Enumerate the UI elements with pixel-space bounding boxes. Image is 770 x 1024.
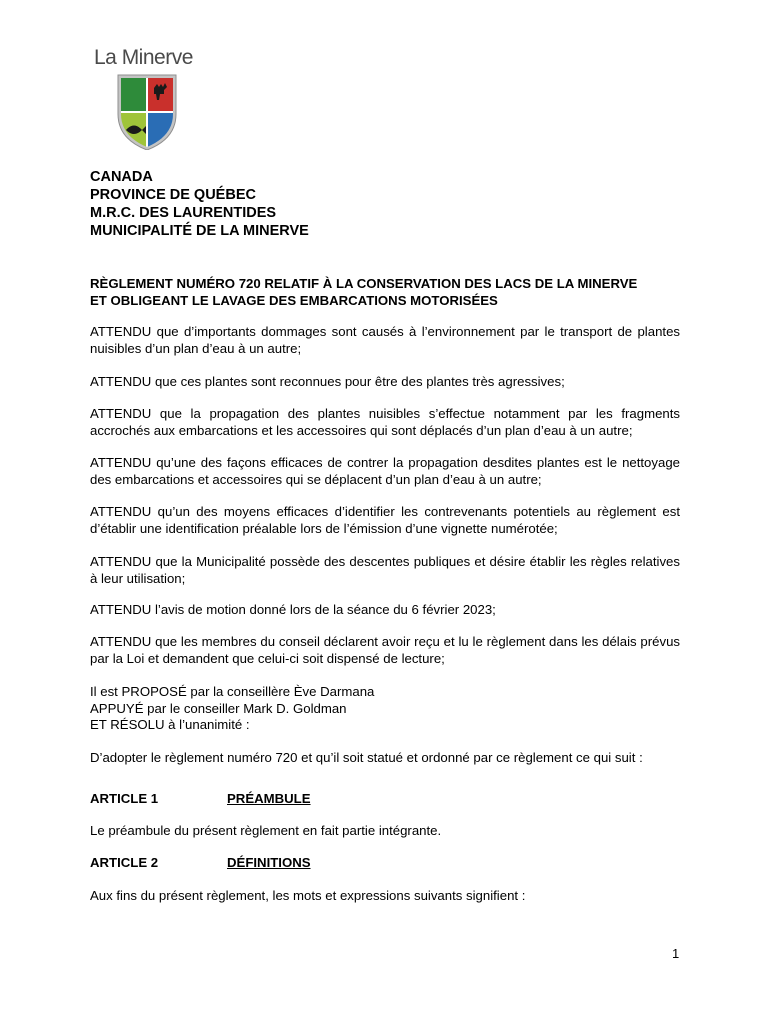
shield-quadrant-green: [121, 78, 147, 112]
whereas-paragraph-4: ATTENDU qu’une des façons efficaces de contrer la propagation desdites plantes est le nettoyage des embarcations et accessoires qui se déplacent d’un plan d’eau à un autre;: [90, 455, 680, 487]
whereas-paragraph-2: ATTENDU que ces plantes sont reconnues pour être des plantes très agressives;: [90, 374, 565, 389]
whereas-paragraph-5: ATTENDU qu’un des moyens efficaces d’identifier les contrevenants potentiels au règlement est d’établir une identification préalable lors de l’émission d’une vignette numérotée;: [90, 504, 680, 536]
logo-wordmark: La Minerve: [94, 46, 193, 69]
whereas-paragraph-7: ATTENDU l’avis de motion donné lors de la séance du 6 février 2023;: [90, 602, 496, 617]
resolution-seconded: APPUYÉ par le conseiller Mark D. Goldman: [90, 700, 347, 716]
header-line-municipality: MUNICIPALITÉ DE LA MINERVE: [90, 223, 309, 239]
regulation-title-line-2: ET OBLIGEANT LE LAVAGE DES EMBARCATIONS MOTORISÉES: [90, 293, 498, 308]
article-1-number: ARTICLE 1: [90, 791, 159, 806]
page-number: 1: [672, 946, 680, 961]
article-1-heading: PRÉAMBULE: [227, 791, 311, 806]
header-line-province: PROVINCE DE QUÉBEC: [90, 187, 256, 203]
resolution-block: [90, 684, 680, 734]
jurisdiction-header: [90, 168, 309, 240]
whereas-paragraph-1: ATTENDU que d’importants dommages sont causés à l’environnement par le transport de plantes nuisibles d’un plan d’eau à un autre;: [90, 324, 680, 356]
article-1-text: Le préambule du présent règlement en fait partie intégrante.: [90, 823, 442, 838]
adoption-statement: D’adopter le règlement numéro 720 et qu’il soit statué et ordonné par ce règlement ce qui suit :: [90, 750, 643, 765]
municipality-logo: [92, 46, 200, 154]
article-2-heading: DÉFINITIONS: [227, 855, 311, 870]
whereas-paragraph-6: ATTENDU que la Municipalité possède des descentes publiques et désire établir les règles relatives à leur utilisation;: [90, 554, 680, 586]
shield-quadrant-red: [147, 78, 173, 112]
regulation-title: [90, 275, 682, 309]
article-2-text: Aux fins du présent règlement, les mots et expressions suivants signifient :: [90, 888, 526, 903]
whereas-paragraph-8: ATTENDU que les membres du conseil déclarent avoir reçu et lu le règlement dans les délais prévus par la Loi et demandent que celui-ci soit dispensé de lecture;: [90, 634, 680, 666]
article-2-header: [90, 855, 311, 870]
coat-of-arms-icon: [116, 74, 178, 150]
header-line-mrc: M.R.C. DES LAURENTIDES: [90, 205, 277, 221]
resolution-proposed: Il est PROPOSÉ par la conseillère Ève Darmana: [90, 684, 375, 699]
article-2-number: ARTICLE 2: [90, 855, 159, 870]
article-1-header: [90, 791, 311, 806]
regulation-title-line-1: RÈGLEMENT NUMÉRO 720 RELATIF À LA CONSERVATION DES LACS DE LA MINERVE: [90, 276, 638, 291]
resolution-resolved: ET RÉSOLU à l’unanimité :: [90, 717, 250, 732]
whereas-paragraph-3: ATTENDU que la propagation des plantes nuisibles s’effectue notamment par les fragments accrochés aux embarcations et les accessoires qui sont déplacés d’un plan d’eau à un autre;: [90, 406, 680, 438]
header-line-country: CANADA: [90, 169, 153, 185]
